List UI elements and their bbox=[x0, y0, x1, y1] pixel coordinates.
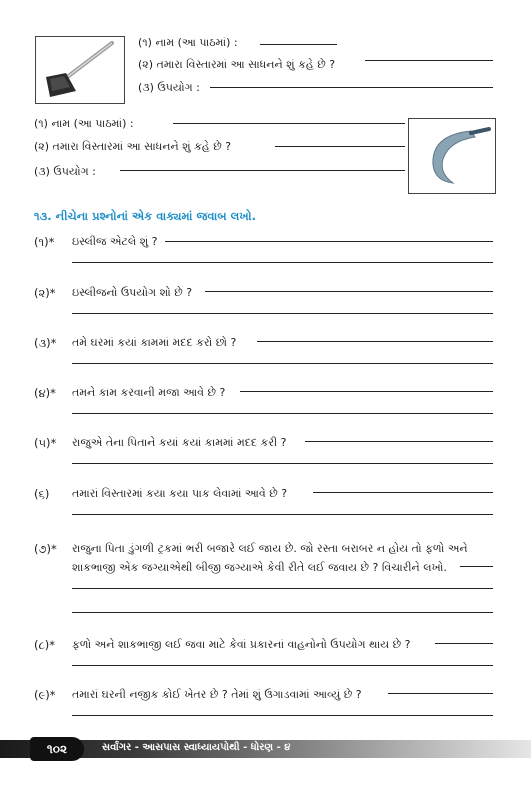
answer-line[interactable] bbox=[305, 441, 493, 442]
tool2-name-answer-line[interactable] bbox=[173, 123, 405, 124]
question-text: તમારાં વિસ્તારમાં કયા કયા પાક લેવામાં આવે છે ? bbox=[72, 487, 288, 500]
question-number: (૬) bbox=[34, 487, 50, 501]
tool2-local-name-answer-line[interactable] bbox=[275, 146, 405, 147]
sickle-image bbox=[408, 118, 496, 194]
answer-line[interactable] bbox=[72, 413, 493, 414]
question-number: (૨)* bbox=[34, 286, 56, 300]
sickle-icon bbox=[409, 119, 495, 193]
tool2-use-answer-line[interactable] bbox=[120, 170, 405, 171]
answer-line[interactable] bbox=[388, 693, 493, 694]
section-heading: ૧૩. નીચેના પ્રશ્નોનાં એક વાક્યમાં જવાબ લખો. bbox=[34, 209, 256, 223]
answer-line[interactable] bbox=[165, 241, 493, 242]
question-number: (૧)* bbox=[34, 235, 55, 249]
question-text: ઇસ્લીજનો ઉપયોગ શો છે ? bbox=[72, 286, 193, 299]
answer-line[interactable] bbox=[72, 665, 493, 666]
answer-line[interactable] bbox=[313, 492, 493, 493]
question-text: તમે ઘરમાં કયાં કામમાં મદદ કરો છો ? bbox=[72, 336, 237, 349]
hoe-icon bbox=[36, 37, 124, 103]
question-text: ઇસ્લીજ એટલે શું ? bbox=[72, 235, 158, 248]
tool2-use-question: (૩) ઉપયોગ : bbox=[34, 165, 96, 178]
page-footer bbox=[0, 740, 531, 758]
question-number: (૩)* bbox=[34, 336, 57, 350]
answer-line[interactable] bbox=[72, 588, 493, 589]
question-text: રાજુએ તેના પિતાને કયાં કયાં કામમાં મદદ કરી ? bbox=[72, 436, 287, 449]
answer-line[interactable] bbox=[460, 566, 493, 567]
page-number: ૧૦૨ bbox=[30, 737, 84, 761]
tool1-name-question: (૧) નામ (આ પાઠમાં) : bbox=[138, 36, 238, 49]
answer-line[interactable] bbox=[72, 715, 493, 716]
answer-line[interactable] bbox=[72, 262, 493, 263]
footer-title: સર્વાંગર - આસપાસ સ્વાધ્યાયપોથી - ધોરણ - ૪ bbox=[102, 742, 291, 753]
question-number: (૮)* bbox=[34, 638, 56, 652]
tool1-name-answer-line[interactable] bbox=[260, 44, 337, 45]
answer-line[interactable] bbox=[72, 313, 493, 314]
answer-line[interactable] bbox=[257, 341, 493, 342]
question-text-continued: શાકભાજી એક જગ્યાએથી બીજી જગ્યાએ કેવી રીતે લઈ જવાય છે ? વિચારીને લખો. bbox=[72, 561, 447, 574]
answer-line[interactable] bbox=[435, 643, 493, 644]
tool1-local-name-answer-line[interactable] bbox=[365, 60, 493, 61]
tool2-name-question: (૧) નામ (આ પાઠમાં) : bbox=[34, 117, 134, 130]
tool1-use-question: (૩) ઉપયોગ : bbox=[138, 81, 200, 94]
answer-line[interactable] bbox=[72, 612, 493, 613]
answer-line[interactable] bbox=[205, 291, 493, 292]
answer-line[interactable] bbox=[240, 391, 493, 392]
question-number: (૫)* bbox=[34, 436, 57, 450]
tool1-local-name-question: (૨) તમારા વિસ્તારમાં આ સાધનને શું કહે છે ? bbox=[138, 58, 336, 71]
question-text: તમારાં ઘરની નજીક કોઈ ખેતર છે ? તેમાં શું ઉગાડવામાં આવ્યું છે ? bbox=[72, 688, 362, 701]
answer-line[interactable] bbox=[72, 514, 493, 515]
tool2-local-name-question: (૨) તમારા વિસ્તારમાં આ સાધનને શું કહે છે ? bbox=[34, 140, 232, 153]
question-number: (૪)* bbox=[34, 386, 56, 400]
tool1-use-answer-line[interactable] bbox=[210, 87, 493, 88]
answer-line[interactable] bbox=[72, 363, 493, 364]
question-text: ફળો અને શાકભાજી લઈ જવા માટે કેવાં પ્રકારનાં વાહનોનો ઉપયોગ થાય છે ? bbox=[72, 638, 411, 651]
answer-line[interactable] bbox=[72, 463, 493, 464]
question-text: તમને કામ કરવાની મજા આવે છે ? bbox=[72, 386, 226, 399]
question-number: (૭)* bbox=[34, 542, 57, 556]
question-number: (૯)* bbox=[34, 688, 56, 702]
hoe-image bbox=[35, 36, 125, 104]
question-text: રાજુના પિતા ડુંગળી ટ્રકમાં ભરી બજારે લઈ જાય છે. જો રસ્તા બરાબર ન હોય તો ફળો અને bbox=[72, 542, 468, 555]
